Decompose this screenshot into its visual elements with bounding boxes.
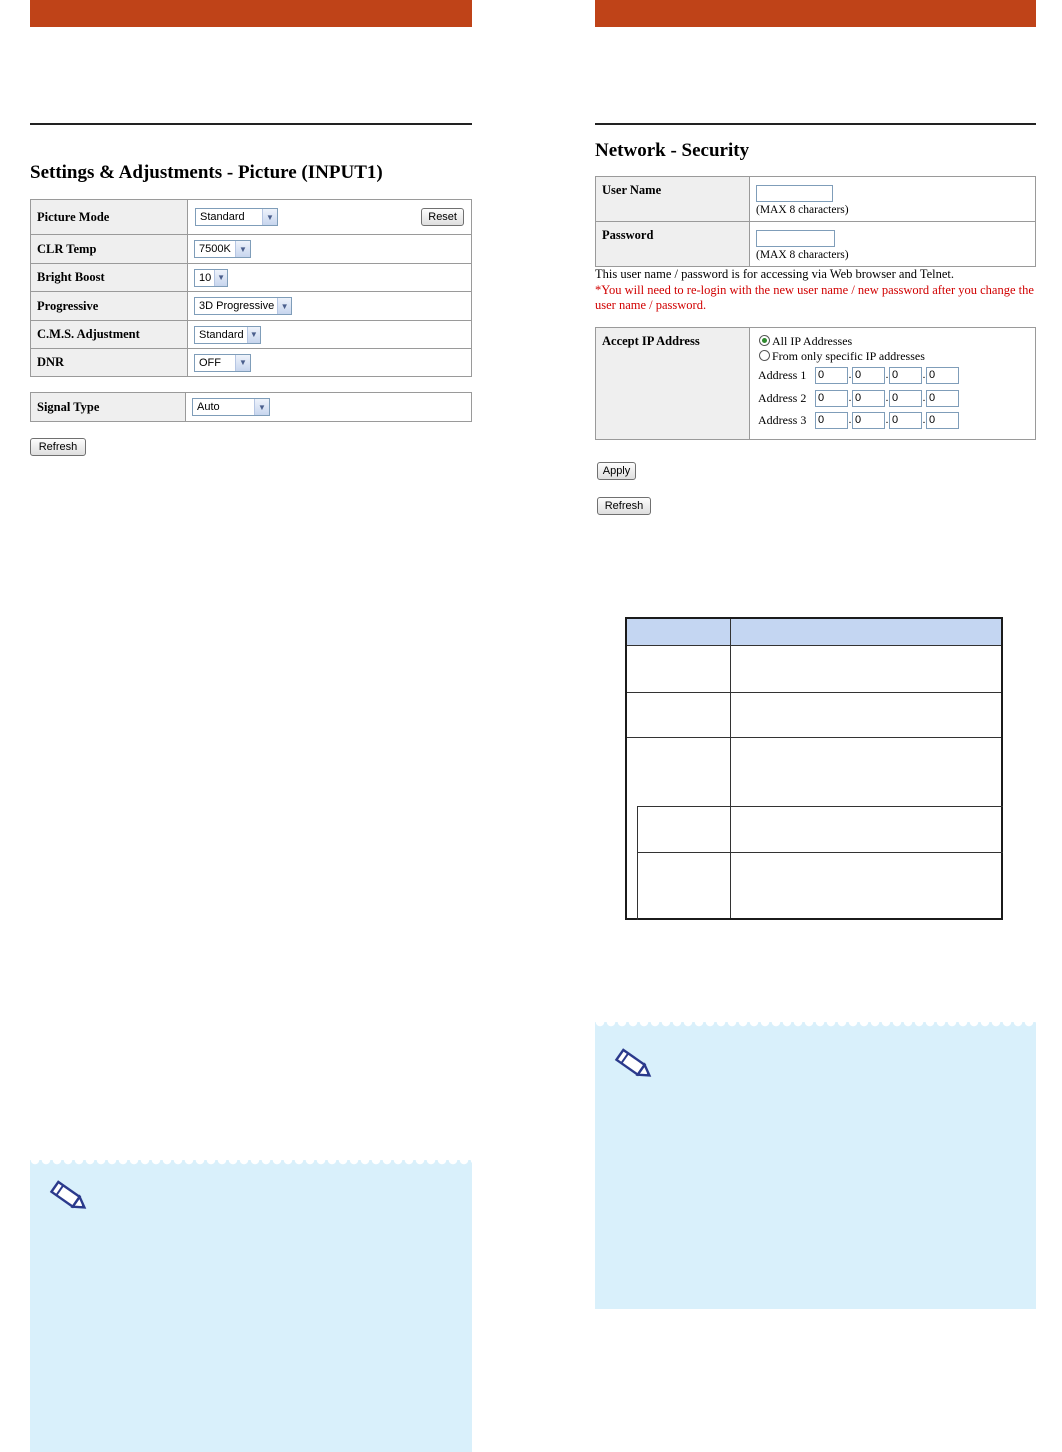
signal-type-select[interactable]: Auto ▼ [192,398,270,416]
table-divider [627,737,1001,738]
page-title: Network - Security [595,140,750,161]
pencil-icon [44,1176,92,1216]
table-divider [637,806,1003,807]
access-info-text: This user name / password is for accessing via Web browser and Telnet. [595,267,955,281]
picture-settings-table [30,199,472,377]
address3-octet3[interactable]: 0 [889,412,922,429]
signal-type-label: Signal Type [31,393,186,422]
cms-adjustment-label: C.M.S. Adjustment [31,321,188,349]
chevron-down-icon: ▼ [235,355,250,371]
relogin-warning-line1: *You will need to re-login with the new user name / new password after you change the [595,283,1034,297]
chevron-down-icon: ▼ [262,209,277,225]
accept-ip-table [595,327,1036,440]
reset-button[interactable]: Reset [421,208,464,226]
signal-type-table [30,392,472,422]
refresh-button[interactable]: Refresh [30,438,86,456]
password-label: Password [596,222,750,267]
apply-button[interactable]: Apply [597,462,636,480]
accept-ip-label: Accept IP Address [596,328,750,440]
dnr-label: DNR [31,349,188,377]
all-ip-option[interactable]: All IP Addresses [756,334,1029,349]
dnr-select[interactable]: OFF ▼ [194,354,251,372]
address2-octet4[interactable]: 0 [926,390,959,407]
header-bar [595,0,1036,27]
user-name-hint: (MAX 8 characters) [756,203,849,216]
bright-boost-label: Bright Boost [31,264,188,292]
address2-octet2[interactable]: 0 [852,390,885,407]
chevron-down-icon: ▼ [235,241,250,257]
picture-mode-label: Picture Mode [31,200,188,235]
address-row: Address 2 0 . 0 . 0 . 0 [756,387,1029,409]
picture-mode-cell [188,200,472,235]
left-column [30,0,472,1452]
address-row: Address 3 0 . 0 . 0 . 0 [756,409,1029,431]
password-input[interactable] [756,230,835,247]
address2-octet3[interactable]: 0 [889,390,922,407]
address3-octet4[interactable]: 0 [926,412,959,429]
password-hint: (MAX 8 characters) [756,248,849,261]
chevron-down-icon: ▼ [214,270,227,286]
chevron-down-icon: ▼ [247,327,260,343]
section-divider [30,123,472,125]
note-box [30,1160,472,1452]
chevron-down-icon: ▼ [277,298,291,314]
bright-boost-select[interactable]: 10 ▼ [194,269,228,287]
address1-octet4[interactable]: 0 [926,367,959,384]
address-row: Address 1 0 . 0 . 0 . 0 [756,364,1029,387]
refresh-button[interactable]: Refresh [597,497,651,515]
section-divider [595,123,1036,125]
user-name-input[interactable] [756,185,833,202]
specific-ip-radio[interactable] [759,350,770,361]
table-divider [637,852,1003,853]
table-divider [637,806,638,920]
clr-temp-select[interactable]: 7500K ▼ [194,240,251,258]
address1-octet1[interactable]: 0 [815,367,848,384]
progressive-label: Progressive [31,292,188,321]
page-title: Settings & Adjustments - Picture (INPUT1) [30,162,383,183]
note-box [595,1022,1036,1309]
table-divider [627,692,1001,693]
table-divider [730,619,731,918]
address3-octet2[interactable]: 0 [852,412,885,429]
address1-octet2[interactable]: 0 [852,367,885,384]
all-ip-radio[interactable] [759,335,770,346]
address1-octet3[interactable]: 0 [889,367,922,384]
progressive-select[interactable]: 3D Progressive ▼ [194,297,292,315]
pencil-icon [609,1044,657,1084]
reference-table-header [627,619,1001,646]
cms-adjustment-select[interactable]: Standard ▼ [194,326,261,344]
relogin-warning-line2: user name / password. [595,298,707,312]
chevron-down-icon: ▼ [254,399,269,415]
address3-octet1[interactable]: 0 [815,412,848,429]
picture-mode-select[interactable]: Standard ▼ [195,208,278,226]
reference-table [625,617,1003,920]
specific-ip-option[interactable]: From only specific IP addresses [756,349,1029,364]
address2-octet1[interactable]: 0 [815,390,848,407]
credentials-table [595,176,1036,267]
header-bar [30,0,472,27]
user-name-label: User Name [596,177,750,222]
clr-temp-label: CLR Temp [31,235,188,264]
